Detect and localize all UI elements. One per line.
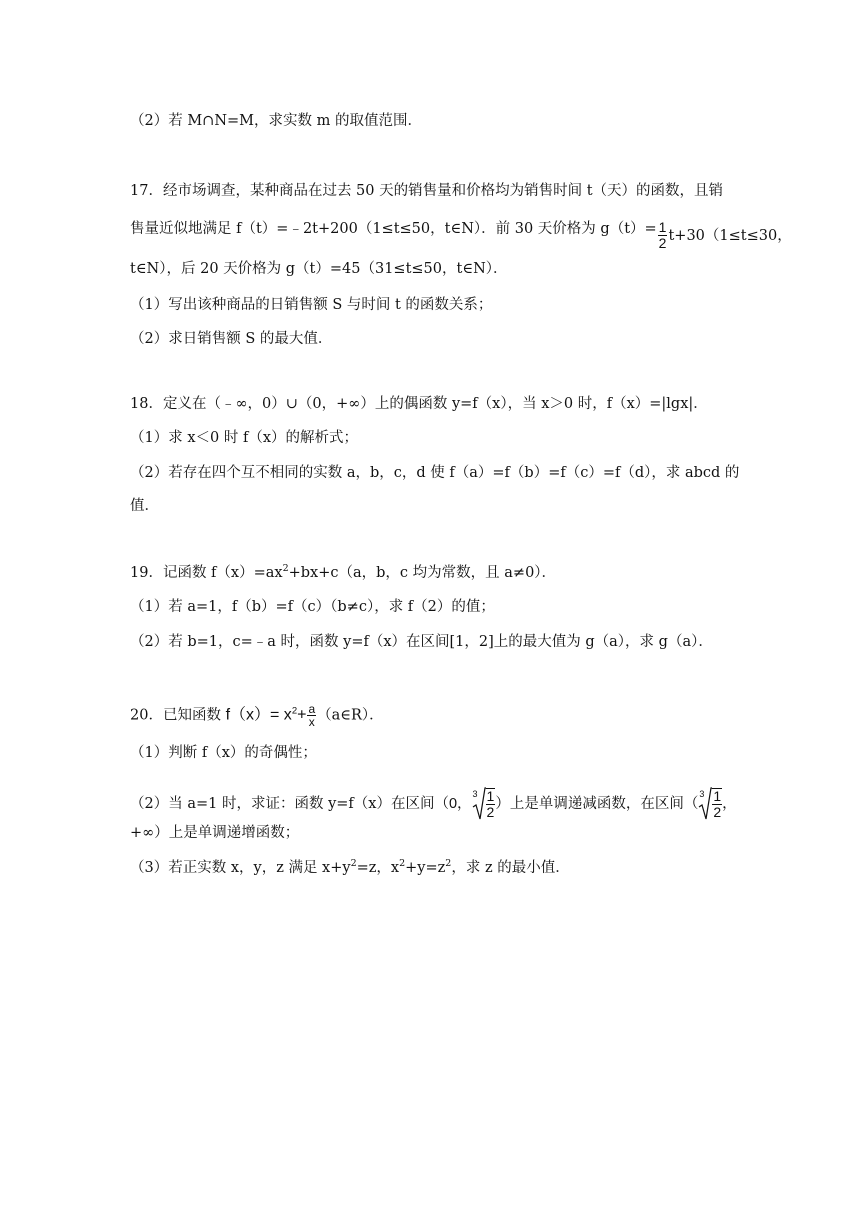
cube-root-icon: 3 $\frac{1}{2}$ xyxy=(472,788,495,820)
q17-line1: 17．经市场调查，某种商品在过去 50 天的销售量和价格均为销售时间 t（天）的函数，且销 xyxy=(130,183,724,199)
q18-part1: （1）求 x＜0 时 f（x）的解析式； xyxy=(130,430,358,446)
q20-interval1-formula: （0， 3 $\frac{1}{2}$ ） xyxy=(434,788,510,820)
q20-part1: （1）判断 f（x）的奇偶性； xyxy=(130,745,317,761)
q20-function-formula: $f(x)= x^2+$ $\frac{a}{x}$ xyxy=(225,702,316,729)
q20-interval2-formula: 3 $\frac{1}{2}$ ， xyxy=(699,788,737,820)
q20-line1: 20．已知函数 $f(x)= x^2+$ $\frac{a}{x}$ （a∈R）． xyxy=(130,702,384,729)
q16-part2: （2）若 M∩N=M，求实数 m 的取值范围． xyxy=(130,113,422,129)
q17-part2: （2）求日销售额 S 的最大值． xyxy=(130,331,333,347)
q19-part2: （2）若 b=1，c=﹣a 时，函数 y=f（x）在区间[1，2]上的最大值为 g（a），求 g（a）． xyxy=(130,634,713,650)
q17-line3: t∈N），后 20 天价格为 g（t）=45（31≤t≤50，t∈N）． xyxy=(130,261,508,277)
q17-frac-den: 2 xyxy=(658,235,667,251)
q20-part3: （3）若正实数 x，y，z 满足 $x+y^2=z$，$x^2+y=z^2$，求 z 的最小值． xyxy=(130,858,570,876)
q18-part2-line1: （2）若存在四个互不相同的实数 a，b，c，d 使 f（a）=f（b）=f（c）=f（d），求 abcd 的 xyxy=(130,465,740,481)
cube-root-icon: 3 $\frac{1}{2}$ xyxy=(699,788,722,820)
q17-frac-num: 1 xyxy=(658,219,667,235)
q19-part1: （1）若 a=1，f（b）=f（c）（b≠c），求 f（2）的值； xyxy=(130,599,495,615)
q20-part2-pre: （2）当 a=1 时，求证：函数 y=f（x）在区间 xyxy=(130,796,435,812)
q20-part2-mid: 上是单调递减函数，在区间（ xyxy=(509,796,699,812)
q17-line2-pre: 售量近似地满足 f（t）=﹣2t+200（1≤t≤50，t∈N）．前 30 天价格为 g（t）= xyxy=(130,221,657,237)
q17-part1: （1）写出该种商品的日销售额 S 与时间 t 的函数关系； xyxy=(130,297,493,313)
q20-part2-line2: +∞）上是单调递增函数； xyxy=(130,825,300,841)
q17-line2-post: t+30（1≤t≤30， xyxy=(668,227,792,244)
q20-part2 xyxy=(130,786,737,822)
q19-line1: 19．记函数 $f(x)=ax^2+bx+c(a$，b，c 均为常数，且 a≠0）． xyxy=(130,563,557,581)
q17-line2 xyxy=(130,219,792,251)
q18-part2-line2: 值． xyxy=(130,498,159,514)
q18-line1: 18．定义在（﹣∞，0）∪（0，+∞）上的偶函数 y=f（x），当 x＞0 时，f（x）=|lgx|． xyxy=(130,396,708,412)
q17-fraction xyxy=(658,220,668,251)
